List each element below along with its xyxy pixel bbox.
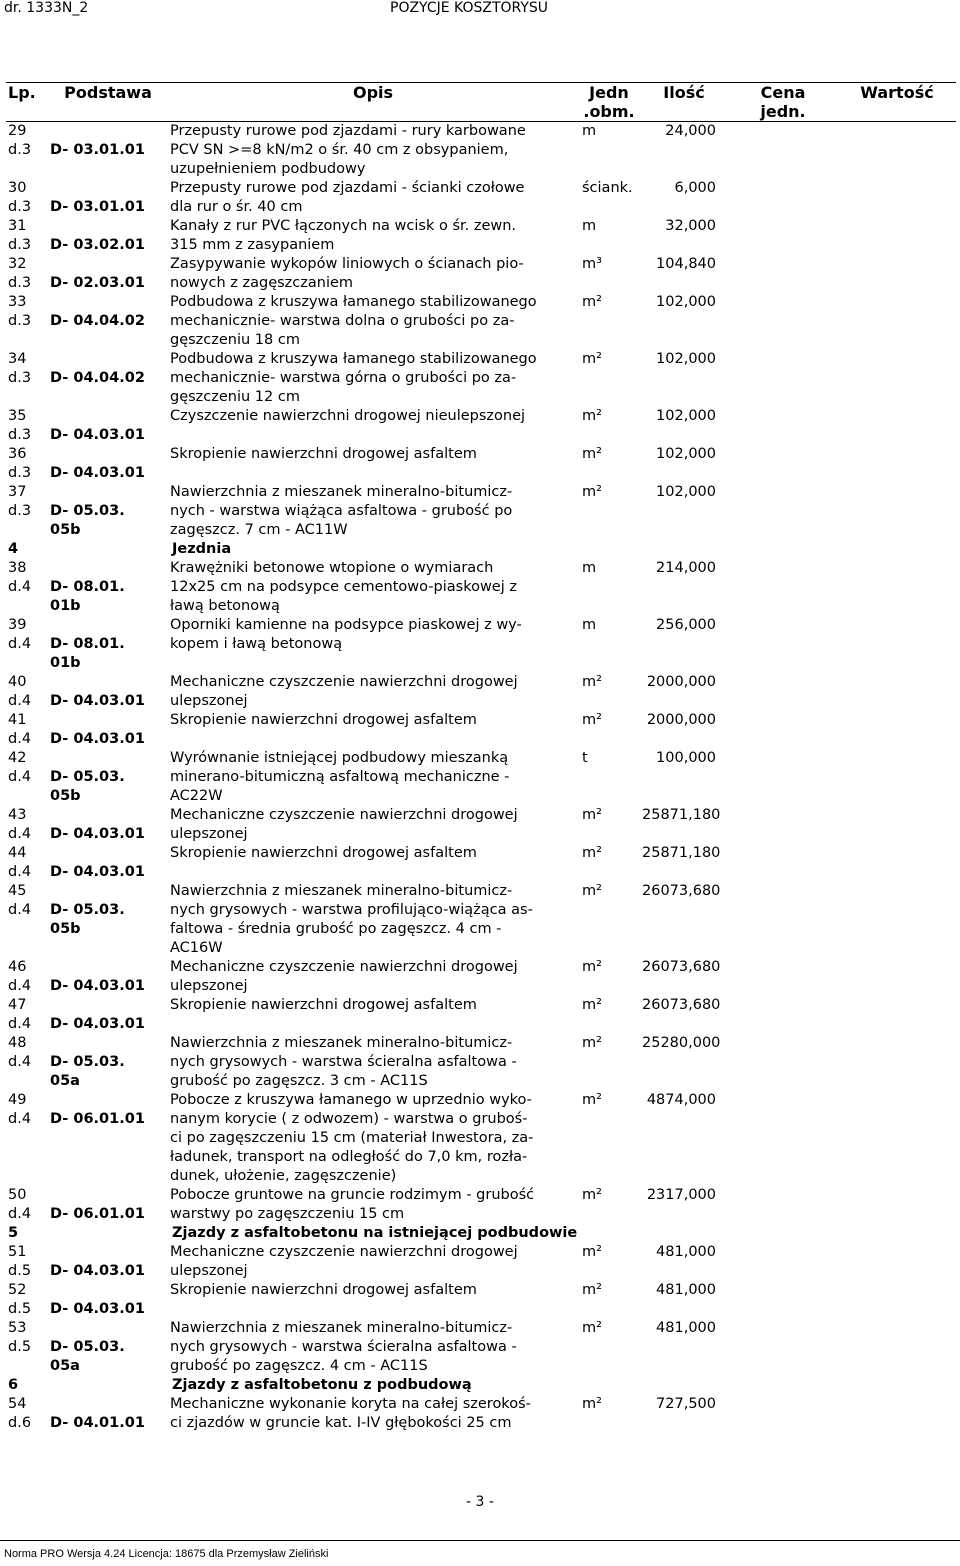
column-header-lp: Lp. bbox=[6, 83, 48, 122]
position-number: 39 d.4 bbox=[8, 617, 32, 652]
spec-basis: D- 04.03.01 bbox=[50, 427, 145, 443]
total-value bbox=[838, 882, 956, 958]
spec-basis: D- 04.03.01 bbox=[50, 465, 145, 481]
table-header-row bbox=[6, 83, 956, 122]
total-value bbox=[838, 1034, 956, 1091]
table-row bbox=[6, 844, 956, 882]
position-number: 36 d.3 bbox=[8, 446, 32, 481]
unit-of-measure: m² bbox=[582, 1187, 602, 1203]
section-title: Zjazdy z asfaltobetonu na istniejącej podbudowie bbox=[172, 1225, 578, 1241]
unit-price bbox=[728, 1034, 838, 1091]
table-row bbox=[6, 483, 956, 540]
software-license-note: Norma PRO Wersja 4.24 Licencja: 18675 dla Przemysław Zieliński bbox=[4, 1548, 329, 1560]
position-number: 42 d.4 bbox=[8, 750, 32, 785]
position-number: 41 d.4 bbox=[8, 712, 32, 747]
quantity: 214,000 bbox=[656, 560, 716, 576]
spec-basis: D- 08.01. 01b bbox=[50, 579, 125, 614]
item-description: Przepusty rurowe pod zjazdami - rury karbowane PCV SN >=8 kN/m2 o śr. 40 cm z obsypaniem, uzupełnieniem podbudowy bbox=[170, 123, 526, 177]
quantity: 4874,000 bbox=[646, 1092, 716, 1108]
quantity: 102,000 bbox=[656, 446, 716, 462]
table-row bbox=[6, 293, 956, 350]
position-number: 51 d.5 bbox=[8, 1244, 32, 1279]
spec-basis: D- 06.01.01 bbox=[50, 1111, 145, 1127]
quantity: 102,000 bbox=[656, 294, 716, 310]
position-number: 48 d.4 bbox=[8, 1035, 32, 1070]
unit-price bbox=[728, 122, 838, 180]
unit-price bbox=[728, 293, 838, 350]
table-row bbox=[6, 1034, 956, 1091]
item-description: Mechaniczne czyszczenie nawierzchni drogowej ulepszonej bbox=[170, 1244, 518, 1279]
unit-of-measure: m² bbox=[582, 712, 602, 728]
spec-basis: D- 04.04.02 bbox=[50, 370, 145, 386]
item-description: Nawierzchnia z mieszanek mineralno-bitumicz- nych - warstwa wiążąca asfaltowa - grubość po zagęszcz. 7 cm - AC11W bbox=[170, 484, 513, 538]
column-header-wartosc: Wartość bbox=[838, 83, 956, 122]
table-row bbox=[6, 559, 956, 616]
unit-of-measure: m bbox=[582, 218, 597, 234]
item-description: Wyrównanie istniejącej podbudowy mieszanką minerano-bitumiczną asfaltową mechaniczne - AC22W bbox=[170, 750, 510, 804]
unit-of-measure: m bbox=[582, 560, 597, 576]
total-value bbox=[838, 1319, 956, 1376]
spec-basis: D- 08.01. 01b bbox=[50, 636, 125, 671]
unit-of-measure: m² bbox=[582, 408, 602, 424]
unit-of-measure: m² bbox=[582, 674, 602, 690]
unit-price bbox=[728, 996, 838, 1034]
spec-basis: D- 04.03.01 bbox=[50, 826, 145, 842]
section-row bbox=[6, 540, 956, 559]
spec-basis: D- 05.03. 05a bbox=[50, 1339, 125, 1374]
quantity: 26073,680 bbox=[642, 997, 721, 1013]
unit-price bbox=[728, 882, 838, 958]
position-number: 43 d.4 bbox=[8, 807, 32, 842]
position-number: 38 d.4 bbox=[8, 560, 32, 595]
cost-estimate-table bbox=[6, 82, 956, 1433]
spec-basis: D- 04.03.01 bbox=[50, 1301, 145, 1317]
column-header-cena: Cena jedn. bbox=[728, 83, 838, 122]
unit-price bbox=[728, 711, 838, 749]
position-number: 46 d.4 bbox=[8, 959, 32, 994]
unit-price bbox=[728, 1319, 838, 1376]
unit-of-measure: ściank. bbox=[582, 180, 633, 196]
quantity: 481,000 bbox=[656, 1244, 716, 1260]
total-value bbox=[838, 749, 956, 806]
position-number: 53 d.5 bbox=[8, 1320, 32, 1355]
table-row bbox=[6, 407, 956, 445]
item-description: Pobocze z kruszywa łamanego w uprzednio wyko- nanym korycie ( z odwozem) - warstwa o gruboś- ci po zagęszczeniu 15 cm (materiał Inwestora, za- ładunek, transport na odległość do 7,0 km, rozła- dunek, ułożenie, zagęszczenie) bbox=[170, 1092, 534, 1184]
item-description: Nawierzchnia z mieszanek mineralno-bitumicz- nych grysowych - warstwa ścieralna asfaltowa - grubość po zagęszcz. 3 cm - AC11S bbox=[170, 1035, 517, 1089]
position-number: 32 d.3 bbox=[8, 256, 32, 291]
quantity: 256,000 bbox=[656, 617, 716, 633]
unit-of-measure: m² bbox=[582, 446, 602, 462]
item-description: Nawierzchnia z mieszanek mineralno-bitumicz- nych grysowych - warstwa ścieralna asfaltowa - grubość po zagęszcz. 4 cm - AC11S bbox=[170, 1320, 517, 1374]
item-description: Skropienie nawierzchni drogowej asfaltem bbox=[170, 997, 477, 1013]
unit-of-measure: m² bbox=[582, 1244, 602, 1260]
position-number: 30 d.3 bbox=[8, 180, 32, 215]
unit-of-measure: t bbox=[582, 750, 588, 766]
unit-of-measure: m² bbox=[582, 1092, 602, 1108]
table-row bbox=[6, 711, 956, 749]
item-description: Mechaniczne wykonanie koryta na całej szerokoś- ci zjazdów w gruncie kat. I-IV głębokości 25 cm bbox=[170, 1396, 531, 1431]
total-value bbox=[838, 350, 956, 407]
quantity: 25871,180 bbox=[642, 807, 721, 823]
item-description: Mechaniczne czyszczenie nawierzchni drogowej ulepszonej bbox=[170, 674, 518, 709]
section-title: Jezdnia bbox=[172, 541, 232, 557]
total-value bbox=[838, 844, 956, 882]
unit-price bbox=[728, 1243, 838, 1281]
quantity: 102,000 bbox=[656, 351, 716, 367]
spec-basis: D- 04.03.01 bbox=[50, 693, 145, 709]
total-value bbox=[838, 255, 956, 293]
item-description: Skropienie nawierzchni drogowej asfaltem bbox=[170, 1282, 477, 1298]
spec-basis: D- 04.04.02 bbox=[50, 313, 145, 329]
position-number: 34 d.3 bbox=[8, 351, 32, 386]
quantity: 727,500 bbox=[656, 1396, 716, 1412]
spec-basis: D- 03.02.01 bbox=[50, 237, 145, 253]
total-value bbox=[838, 616, 956, 673]
quantity: 100,000 bbox=[656, 750, 716, 766]
unit-price bbox=[728, 483, 838, 540]
table-row bbox=[6, 749, 956, 806]
item-description: Skropienie nawierzchni drogowej asfaltem bbox=[170, 446, 477, 462]
unit-price bbox=[728, 1395, 838, 1433]
section-title: Zjazdy z asfaltobetonu z podbudową bbox=[172, 1377, 472, 1393]
spec-basis: D- 05.03. 05b bbox=[50, 769, 125, 804]
table-row bbox=[6, 806, 956, 844]
spec-basis: D- 05.03. 05b bbox=[50, 503, 125, 538]
spec-basis: D- 04.03.01 bbox=[50, 1016, 145, 1032]
unit-price bbox=[728, 958, 838, 996]
unit-price bbox=[728, 559, 838, 616]
total-value bbox=[838, 996, 956, 1034]
unit-of-measure: m² bbox=[582, 1396, 602, 1412]
spec-basis: D- 02.03.01 bbox=[50, 275, 145, 291]
position-number: 44 d.4 bbox=[8, 845, 32, 880]
table-row bbox=[6, 1395, 956, 1433]
quantity: 25871,180 bbox=[642, 845, 721, 861]
position-number: 54 d.6 bbox=[8, 1396, 32, 1431]
spec-basis: D- 03.01.01 bbox=[50, 199, 145, 215]
unit-price bbox=[728, 806, 838, 844]
total-value bbox=[838, 293, 956, 350]
unit-price bbox=[728, 1091, 838, 1186]
item-description: Skropienie nawierzchni drogowej asfaltem bbox=[170, 845, 477, 861]
table-row bbox=[6, 179, 956, 217]
unit-price bbox=[728, 749, 838, 806]
column-header-ilosc: Ilość bbox=[640, 83, 728, 122]
quantity: 481,000 bbox=[656, 1320, 716, 1336]
position-number: 47 d.4 bbox=[8, 997, 32, 1032]
item-description: Nawierzchnia z mieszanek mineralno-bitumicz- nych grysowych - warstwa profilująco-wiążąca as- faltowa - średnia grubość po zagęszcz. 4 cm - AC16W bbox=[170, 883, 533, 956]
item-description: Podbudowa z kruszywa łamanego stabilizowanego mechanicznie- warstwa górna o grubości po za- gęszczeniu 12 cm bbox=[170, 351, 537, 405]
column-header-jedn: Jedn .obm. bbox=[578, 83, 640, 122]
table-row bbox=[6, 1091, 956, 1186]
unit-of-measure: m² bbox=[582, 1282, 602, 1298]
unit-of-measure: m² bbox=[582, 351, 602, 367]
unit-of-measure: m² bbox=[582, 1320, 602, 1336]
unit-price bbox=[728, 1186, 838, 1224]
quantity: 25280,000 bbox=[642, 1035, 721, 1051]
item-description: Kanały z rur PVC łączonych na wcisk o śr. zewn. 315 mm z zasypaniem bbox=[170, 218, 517, 253]
unit-of-measure: m² bbox=[582, 959, 602, 975]
quantity: 32,000 bbox=[665, 218, 716, 234]
unit-price bbox=[728, 407, 838, 445]
section-number: 5 bbox=[8, 1225, 19, 1241]
table-row bbox=[6, 1319, 956, 1376]
unit-of-measure: m² bbox=[582, 294, 602, 310]
quantity: 26073,680 bbox=[642, 883, 721, 899]
unit-price bbox=[728, 844, 838, 882]
table-row bbox=[6, 958, 956, 996]
unit-price bbox=[728, 255, 838, 293]
spec-basis: D- 05.03. 05b bbox=[50, 902, 125, 937]
spec-basis: D- 04.03.01 bbox=[50, 731, 145, 747]
total-value bbox=[838, 711, 956, 749]
unit-price bbox=[728, 179, 838, 217]
spec-basis: D- 06.01.01 bbox=[50, 1206, 145, 1222]
unit-of-measure: m² bbox=[582, 1035, 602, 1051]
unit-of-measure: m² bbox=[582, 807, 602, 823]
position-number: 49 d.4 bbox=[8, 1092, 32, 1127]
quantity: 24,000 bbox=[665, 123, 716, 139]
unit-price bbox=[728, 1281, 838, 1319]
spec-basis: D- 04.03.01 bbox=[50, 1263, 145, 1279]
quantity: 102,000 bbox=[656, 484, 716, 500]
document-section-title: POZYCJE KOSZTORYSU bbox=[390, 0, 549, 16]
total-value bbox=[838, 1186, 956, 1224]
total-value bbox=[838, 122, 956, 180]
quantity: 104,840 bbox=[656, 256, 716, 272]
table-row bbox=[6, 996, 956, 1034]
quantity: 481,000 bbox=[656, 1282, 716, 1298]
table-row bbox=[6, 445, 956, 483]
item-description: Mechaniczne czyszczenie nawierzchni drogowej ulepszonej bbox=[170, 959, 518, 994]
table-row bbox=[6, 1186, 956, 1224]
position-number: 33 d.3 bbox=[8, 294, 32, 329]
section-number: 6 bbox=[8, 1377, 19, 1393]
unit-price bbox=[728, 445, 838, 483]
total-value bbox=[838, 1091, 956, 1186]
quantity: 2000,000 bbox=[646, 674, 716, 690]
item-description: Przepusty rurowe pod zjazdami - ścianki czołowe dla rur o śr. 40 cm bbox=[170, 180, 525, 215]
section-row bbox=[6, 1224, 956, 1243]
total-value bbox=[838, 217, 956, 255]
table-row bbox=[6, 1243, 956, 1281]
position-number: 35 d.3 bbox=[8, 408, 32, 443]
document-name: dr. 1333N_2 bbox=[4, 0, 89, 16]
total-value bbox=[838, 179, 956, 217]
total-value bbox=[838, 483, 956, 540]
position-number: 40 d.4 bbox=[8, 674, 32, 709]
footer-divider bbox=[0, 1540, 960, 1541]
quantity: 2000,000 bbox=[646, 712, 716, 728]
table-row bbox=[6, 122, 956, 180]
position-number: 45 d.4 bbox=[8, 883, 32, 918]
item-description: Krawężniki betonowe wtopione o wymiarach 12x25 cm na podsypce cementowo-piaskowej z ławą betonową bbox=[170, 560, 517, 614]
item-description: Mechaniczne czyszczenie nawierzchni drogowej ulepszonej bbox=[170, 807, 518, 842]
table-row bbox=[6, 673, 956, 711]
total-value bbox=[838, 559, 956, 616]
spec-basis: D- 04.01.01 bbox=[50, 1415, 145, 1431]
unit-of-measure: m bbox=[582, 123, 597, 139]
total-value bbox=[838, 407, 956, 445]
table-row bbox=[6, 616, 956, 673]
position-number: 52 d.5 bbox=[8, 1282, 32, 1317]
position-number: 29 d.3 bbox=[8, 123, 32, 158]
unit-of-measure: m bbox=[582, 617, 597, 633]
quantity: 102,000 bbox=[656, 408, 716, 424]
quantity: 26073,680 bbox=[642, 959, 721, 975]
unit-of-measure: m³ bbox=[582, 256, 602, 272]
position-number: 31 d.3 bbox=[8, 218, 32, 253]
item-description: Czyszczenie nawierzchni drogowej nieulepszonej bbox=[170, 408, 526, 424]
position-number: 50 d.4 bbox=[8, 1187, 32, 1222]
spec-basis: D- 03.01.01 bbox=[50, 142, 145, 158]
unit-of-measure: m² bbox=[582, 845, 602, 861]
table-row bbox=[6, 217, 956, 255]
spec-basis: D- 05.03. 05a bbox=[50, 1054, 125, 1089]
unit-of-measure: m² bbox=[582, 484, 602, 500]
table-body bbox=[6, 122, 956, 1434]
table-row bbox=[6, 255, 956, 293]
unit-price bbox=[728, 673, 838, 711]
quantity: 6,000 bbox=[674, 180, 716, 196]
item-description: Oporniki kamienne na podsypce piaskowej z wy- kopem i ławą betonową bbox=[170, 617, 522, 652]
unit-of-measure: m² bbox=[582, 883, 602, 899]
item-description: Podbudowa z kruszywa łamanego stabilizowanego mechanicznie- warstwa dolna o grubości po za- gęszczeniu 18 cm bbox=[170, 294, 537, 348]
unit-price bbox=[728, 616, 838, 673]
page-number: - 3 - bbox=[466, 1494, 494, 1510]
spec-basis: D- 04.03.01 bbox=[50, 864, 145, 880]
cost-estimate-sheet bbox=[6, 82, 956, 1433]
section-number: 4 bbox=[8, 541, 19, 557]
unit-price bbox=[728, 350, 838, 407]
item-description: Skropienie nawierzchni drogowej asfaltem bbox=[170, 712, 477, 728]
total-value bbox=[838, 1395, 956, 1433]
total-value bbox=[838, 958, 956, 996]
total-value bbox=[838, 673, 956, 711]
unit-price bbox=[728, 217, 838, 255]
total-value bbox=[838, 445, 956, 483]
item-description: Pobocze gruntowe na gruncie rodzimym - grubość warstwy po zagęszczeniu 15 cm bbox=[170, 1187, 535, 1222]
item-description: Zasypywanie wykopów liniowych o ścianach pio- nowych z zagęszczaniem bbox=[170, 256, 524, 291]
position-number: 37 d.3 bbox=[8, 484, 32, 519]
quantity: 2317,000 bbox=[646, 1187, 716, 1203]
table-row bbox=[6, 350, 956, 407]
column-header-opis: Opis bbox=[168, 83, 578, 122]
unit-of-measure: m² bbox=[582, 997, 602, 1013]
table-row bbox=[6, 882, 956, 958]
total-value bbox=[838, 1281, 956, 1319]
section-row bbox=[6, 1376, 956, 1395]
total-value bbox=[838, 806, 956, 844]
total-value bbox=[838, 1243, 956, 1281]
spec-basis: D- 04.03.01 bbox=[50, 978, 145, 994]
column-header-podstawa: Podstawa bbox=[48, 83, 168, 122]
table-row bbox=[6, 1281, 956, 1319]
